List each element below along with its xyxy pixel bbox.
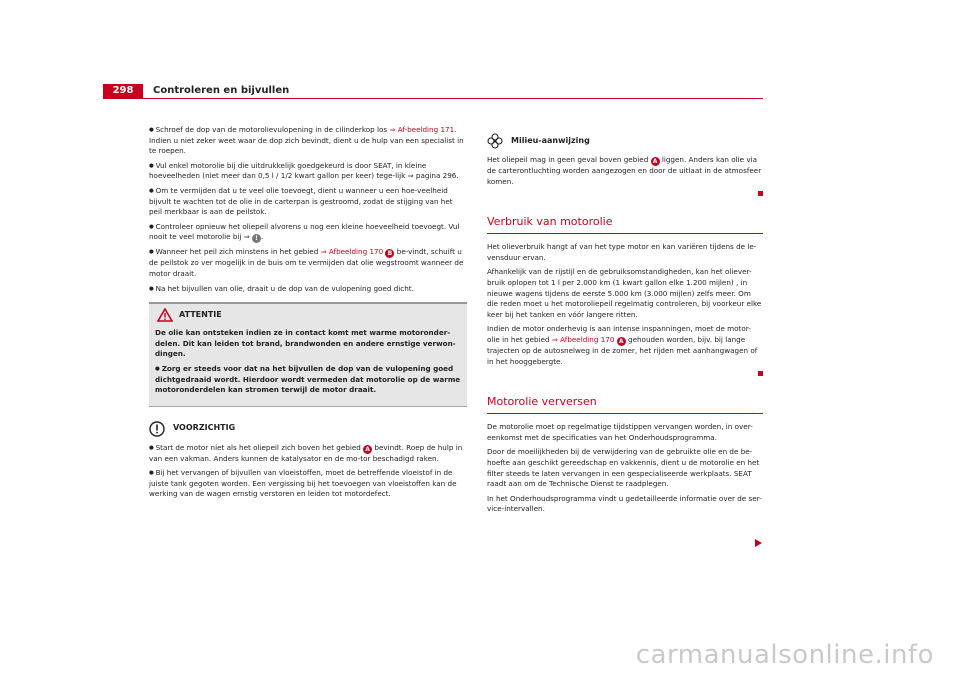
- area-a-badge: A: [363, 445, 372, 454]
- oil-change-text-3: In het Onderhoudsprogramma vindt u gedetailleerde informatie over de ser-vice-intervallen.: [487, 493, 762, 514]
- oil-change-text-2: Door de moeilijkheden bij de verwijdering van de gebruikte olie en de be-hoefte aan geschikt gereedschap en vakkennis, dient u de motorolie en het filter steeds te laten vervangen in een gespecialiseerde werkplaats. SEAT raadt aan om de Technische Dienst te raadplegen.: [487, 447, 760, 489]
- warning-text-1: De olie kan ontsteken indien ze in contact komt met warme motoronder-delen. Dit kan leiden tot brand, brandwonden en andere ernstige verwon-dingen.: [155, 328, 456, 359]
- bullet-approved-oil: ● Vul enkel motorolie bij die uitdrukkelijk goedgekeurd is door SEAT, in kleine hoeveelheden (niet meer dan 0,5 l / 1/2 kwart gallon per keer) tege-lijk ⇒ pagina 296.: [149, 161, 467, 182]
- section-end-marker: [758, 371, 763, 376]
- caution-title: VOORZICHTIG: [173, 423, 236, 433]
- env-header: [487, 133, 763, 149]
- bullet-unscrew-cap: ● Schroef de dop van de motorolievulopening in de cilinderkop los ⇒ Af-beelding 171. Indien u niet zeker weet waar de dop zich bevindt, dient u de hulp van een specialist in te roepen.: [149, 125, 467, 157]
- warning-text-2: ● Zorg er steeds voor dat na het bijvullen de dop van de vulopening goed dichtgedraaid wordt. Hierdoor wordt vermeden dat motorolie op de warme motoronderdelen kan stromen terwijl de motor draait.: [155, 364, 461, 396]
- right-column: [487, 133, 763, 519]
- bullet-wait: ● Om te vermijden dat u te veel olie toevoegt, dient u wanneer u een hoe-veelheid bijvult te wachten tot de olie in de carterpan is gestroomd, zodat de stijging van het peil merkbaar is aan de peilstok.: [149, 186, 467, 218]
- caution-text-2: ● Bij het vervangen of bijvullen van vloeistoffen, moet de betreffende vloeistof in de juiste tank gegoten worden. Een vergissing bij het toevoegen van vloeistoffen kan de werking van de wagen ernstig verstoren en leiden tot motordefect.: [149, 468, 467, 500]
- area-b-badge: B: [385, 249, 394, 258]
- chapter-title: Controleren en bijvullen: [153, 85, 290, 96]
- caution-icon: [149, 421, 165, 437]
- section-rule: [487, 413, 763, 414]
- bullet-dipstick: ● Wanneer het peil zich minstens in het gebied ⇒ Afbeelding 170 B be-vindt, schuift u de peilstok zo ver mogelijk in de buis om te vermijden dat olie wegstroomt wanneer de motor draait.: [149, 247, 467, 279]
- warning-box: [149, 302, 467, 407]
- link-figure-171[interactable]: ⇒ Af-beelding 171: [389, 125, 455, 134]
- header-rule: [103, 98, 763, 99]
- link-figure-170[interactable]: ⇒ Afbeelding 170: [551, 334, 615, 344]
- bullet-close-cap: ● Na het bijvullen van olie, draait u de dop van de vulopening goed dicht.: [149, 284, 467, 295]
- bullet-recheck: ● Controleer opnieuw het oliepeil alvorens u nog een kleine hoeveelheid toevoegt. Vul nooit te veel motorolie bij ⇒ ! .: [149, 222, 467, 244]
- next-page-arrow-icon[interactable]: [755, 539, 762, 547]
- watermark: carmanualsonline.info: [635, 640, 934, 670]
- section-title-consumption: Verbruik van motorolie: [487, 215, 613, 229]
- warning-triangle-icon: [157, 308, 173, 322]
- area-a-badge: A: [617, 337, 626, 346]
- caution-header: [149, 421, 467, 437]
- section-end-marker: [758, 191, 763, 196]
- caution-text-1: ● Start de motor niet als het oliepeil zich boven het gebied A bevindt. Roep de hulp in van een vakman. Anders kunnen de katalysator en de mo-tor beschadigd raken.: [149, 443, 467, 465]
- link-figure-170[interactable]: ⇒ Afbeelding 170: [320, 247, 384, 257]
- warning-title: ATTENTIE: [179, 309, 222, 319]
- consumption-text-1: Het olieverbruik hangt af van het type motor en kan variëren tijdens de le-vensduur ervan.: [487, 242, 757, 262]
- consumption-text-3: Indien de motor onderhevig is aan intense inspanningen, moet de motor-olie in het gebied ⇒ Afbeelding 170 A gehouden worden, bijv. bij lange trajecten op de autosnelweg in de zomer, het rijden met aanhangwagen of in het hooggebergte.: [487, 324, 758, 366]
- oil-change-text-1: De motorolie moet op regelmatige tijdstippen vervangen worden, in over-eenkomst met de specificaties van het Onderhoudsprogramma.: [487, 422, 753, 442]
- area-a-badge: A: [651, 157, 660, 166]
- warning-ref-icon[interactable]: !: [252, 234, 261, 243]
- section-rule: [487, 233, 763, 234]
- section-title-oil-change: Motorolie verversen: [487, 395, 597, 409]
- left-column: [149, 125, 467, 504]
- flower-icon: [487, 133, 503, 149]
- page-number: 298: [103, 84, 143, 98]
- env-title: Milieu-aanwijzing: [511, 135, 590, 145]
- env-text: Het oliepeil mag in geen geval boven gebied A liggen. Anders kan olie via de carterontluchting worden aangezogen en door de uitlaat in de atmosfeer komen.: [487, 155, 762, 186]
- consumption-text-2: Afhankelijk van de rijstijl en de gebruiksomstandigheden, kan het oliever-bruik oplopen tot 1 l per 2.000 km (1 kwart gallon elke 1.200 mijlen) , in nieuwe wagens tijdens de eerste 5.000 km (3.000 mijlen) zelfs meer. Om die reden moet u het motoroliepeil regelmatig controleren, bij voorkeur elke keer bij het tanken en vóór langere ritten.: [487, 267, 762, 319]
